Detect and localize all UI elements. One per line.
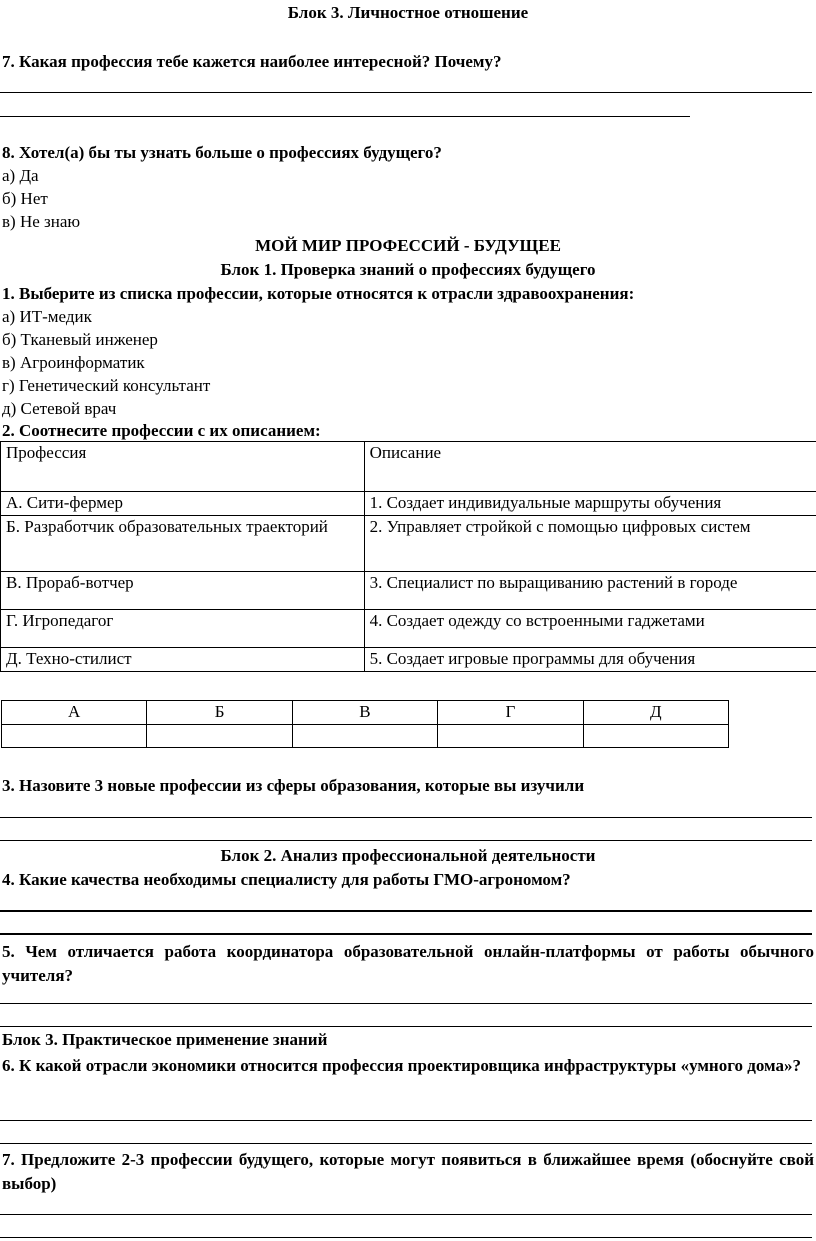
answer-line[interactable] <box>0 1120 812 1121</box>
answer-cell-d[interactable] <box>438 725 583 748</box>
question-7-personal: 7. Какая профессия тебе кажется наиболее интересной? Почему? <box>2 52 502 71</box>
question-6: 6. К какой отрасли экономики относится профессия проектировщика инфраструктуры «умного дома»? <box>2 1056 802 1075</box>
table-row-profession: Д. Техно-стилист <box>1 648 365 672</box>
answer-cell-a[interactable] <box>2 725 147 748</box>
block1-title: Блок 1. Проверка знаний о профессиях будущего <box>220 260 596 279</box>
block2-title: Блок 2. Анализ профессиональной деятельности <box>220 846 596 865</box>
q1-option-b[interactable]: б) Тканевый инженер <box>2 330 158 349</box>
answer-line[interactable] <box>0 840 812 841</box>
table-row-profession: В. Прораб-вотчер <box>1 572 365 610</box>
answer-line[interactable] <box>0 1214 812 1215</box>
table-row-profession: А. Сити-фермер <box>1 492 365 516</box>
table-row-description: 3. Специалист по выращиванию растений в городе <box>364 572 816 610</box>
page-title: МОЙ МИР ПРОФЕССИЙ - БУДУЩЕЕ <box>255 236 561 255</box>
answer-header-d: Г <box>438 701 583 725</box>
question-2: 2. Соотнесите профессии с их описанием: <box>2 421 321 440</box>
matching-table <box>0 441 816 672</box>
answer-line[interactable] <box>0 1143 812 1144</box>
answer-line[interactable] <box>0 1237 812 1238</box>
question-4: 4. Какие качества необходимы специалисту для работы ГМО-агрономом? <box>2 870 571 889</box>
table-row-description: 5. Создает игровые программы для обучения <box>364 648 816 672</box>
question-3: 3. Назовите 3 новые профессии из сферы образования, которые вы изучили <box>2 776 585 795</box>
answer-header-c: В <box>292 701 437 725</box>
question-8: 8. Хотел(а) бы ты узнать больше о профессиях будущего? <box>2 143 442 162</box>
table-row-description: 4. Создает одежду со встроенными гаджетами <box>364 610 816 648</box>
table-row-description: 1. Создает индивидуальные маршруты обучения <box>364 492 816 516</box>
q1-option-a[interactable]: а) ИТ-медик <box>2 307 92 326</box>
answer-line[interactable] <box>0 817 812 818</box>
answer-line[interactable] <box>0 116 690 117</box>
question-7-practical: 7. Предложите 2-3 профессии будущего, которые могут появиться в ближайшее время (обоснуйте свой выбор) <box>2 1150 814 1193</box>
answer-line[interactable] <box>0 910 812 912</box>
q1-option-c[interactable]: в) Агроинформатик <box>2 353 145 372</box>
q8-option-a[interactable]: а) Да <box>2 166 39 185</box>
block3-personal-title: Блок 3. Личностное отношение <box>287 3 529 22</box>
answer-cell-e[interactable] <box>583 725 728 748</box>
block3-practical-title: Блок 3. Практическое применение знаний <box>2 1030 328 1049</box>
answer-header-b: Б <box>147 701 292 725</box>
answer-cell-b[interactable] <box>147 725 292 748</box>
table-row-profession: Г. Игропедагог <box>1 610 365 648</box>
header-profession: Профессия <box>1 442 365 492</box>
table-row-profession: Б. Разработчик образовательных траекторий <box>1 516 365 572</box>
answer-table <box>1 700 729 748</box>
q1-option-d[interactable]: г) Генетический консультант <box>2 376 211 395</box>
q8-option-c[interactable]: в) Не знаю <box>2 212 81 231</box>
answer-line[interactable] <box>0 1003 812 1004</box>
answer-cell-c[interactable] <box>292 725 437 748</box>
answer-header-a: А <box>2 701 147 725</box>
question-1: 1. Выберите из списка профессии, которые относятся к отрасли здравоохранения: <box>2 284 635 303</box>
answer-header-e: Д <box>583 701 728 725</box>
question-5: 5. Чем отличается работа координатора образовательной онлайн-платформы от работы обычного учителя? <box>2 942 814 985</box>
answer-line[interactable] <box>0 933 812 935</box>
table-row-description: 2. Управляет стройкой с помощью цифровых систем <box>364 516 816 572</box>
answer-line[interactable] <box>0 92 812 93</box>
q1-option-e[interactable]: д) Сетевой врач <box>2 399 117 418</box>
header-description: Описание <box>364 442 816 492</box>
answer-line[interactable] <box>0 1026 812 1027</box>
q8-option-b[interactable]: б) Нет <box>2 189 48 208</box>
